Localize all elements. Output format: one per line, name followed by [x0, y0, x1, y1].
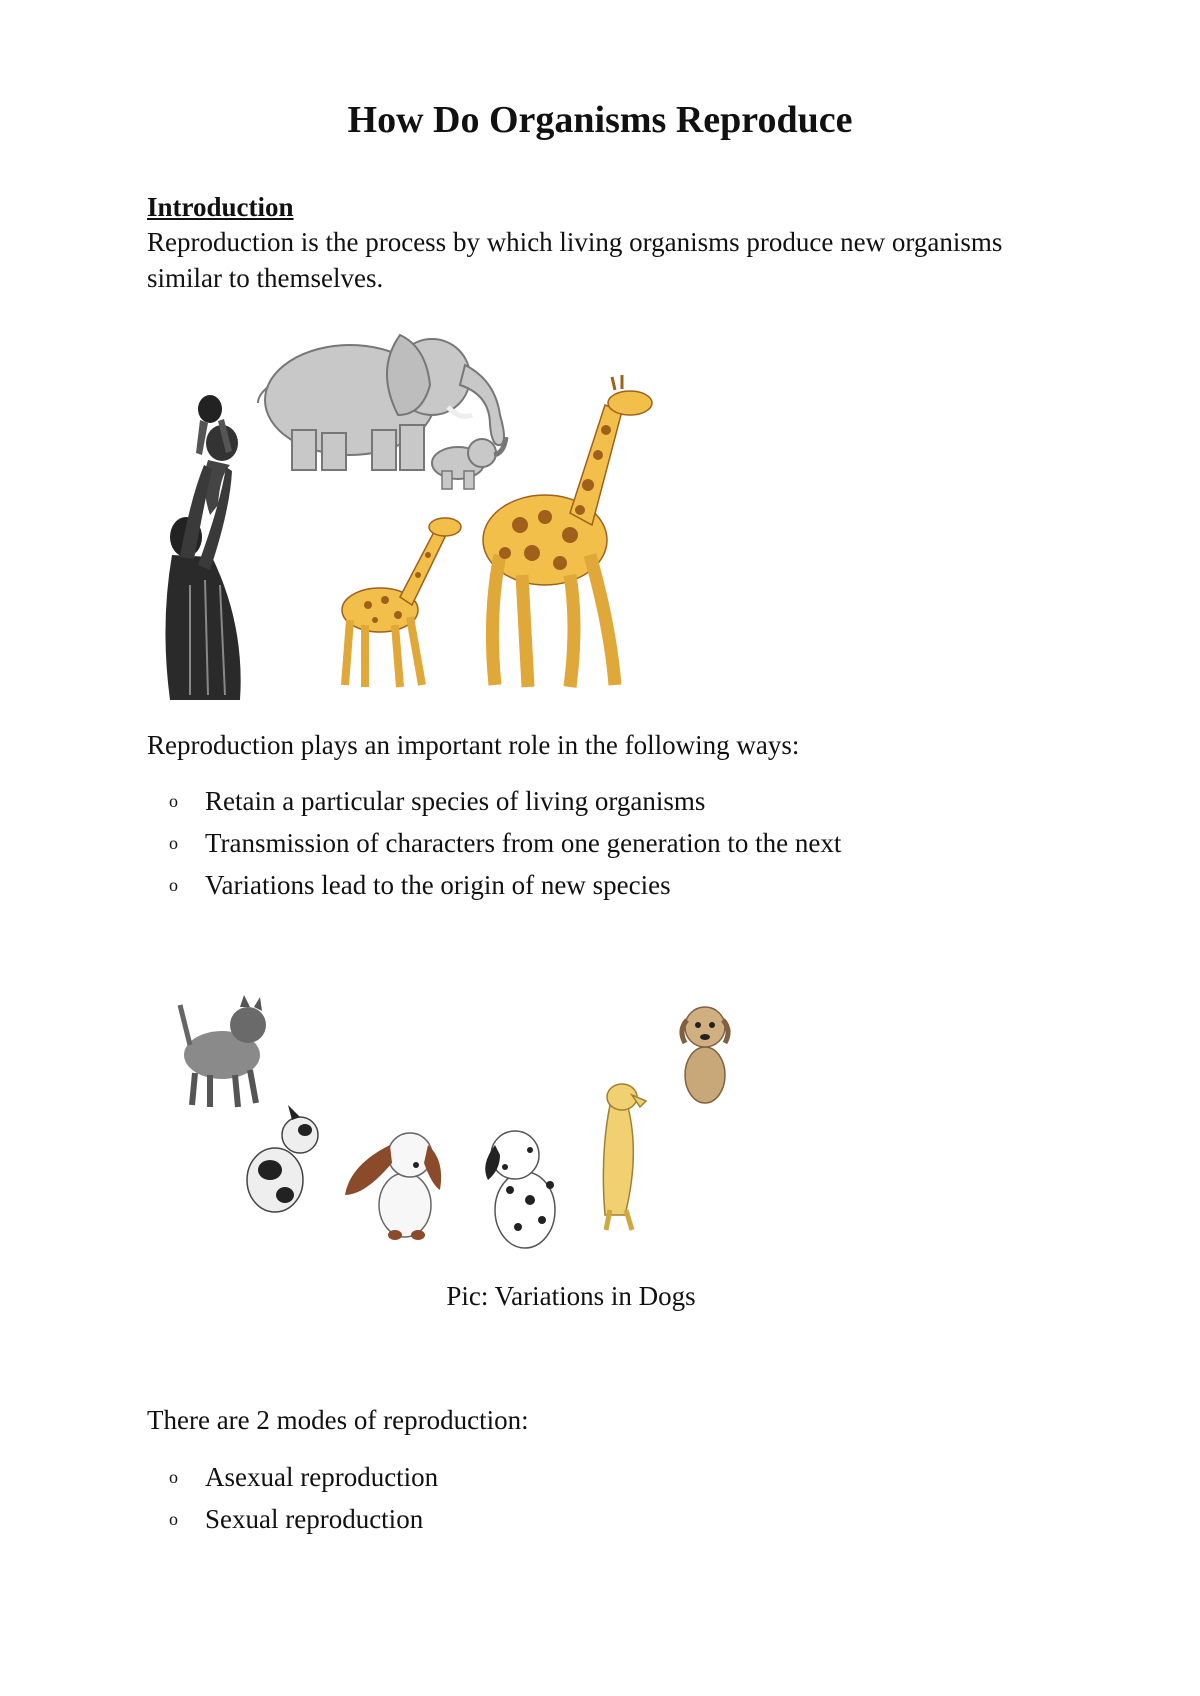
basset-puppy-icon: [345, 1133, 441, 1240]
figure-caption: Pic: Variations in Dogs: [446, 1281, 696, 1311]
cartoon-dog-icon: [682, 1007, 728, 1103]
parents-offspring-figure: [160, 325, 680, 705]
baby-elephant-icon: [432, 437, 506, 489]
dalmatian-icon: [485, 1131, 555, 1248]
bullet-icon: o: [169, 833, 178, 853]
mother-baby-icon: [165, 395, 240, 700]
intro-paragraph: Reproduction is the process by which living organisms produce new organisms similar to themselves.: [147, 227, 1003, 293]
section-heading-introduction: Introduction: [147, 192, 294, 222]
bullet-icon: o: [169, 1467, 178, 1487]
bullet-icon: o: [169, 875, 178, 895]
bullet-icon: o: [169, 791, 178, 811]
bullet-icon: o: [169, 1509, 178, 1529]
roles-intro-text: Reproduction plays an important role in the following ways:: [147, 730, 800, 760]
roles-list: [147, 780, 841, 906]
list-item: o Sexual reproduction: [147, 1498, 438, 1540]
list-item: o Variations lead to the origin of new species: [147, 864, 841, 906]
list-item: o Transmission of characters from one generation to the next: [147, 822, 841, 864]
terrier-icon: [180, 995, 266, 1107]
list-item: o Retain a particular species of living organisms: [147, 780, 841, 822]
modes-intro-text: There are 2 modes of reproduction:: [147, 1405, 529, 1435]
spotted-cat-dog-icon: [247, 1105, 318, 1212]
page-title: How Do Organisms Reproduce: [347, 99, 853, 141]
list-item: o Asexual reproduction: [147, 1456, 438, 1498]
giraffe-icon: [483, 375, 652, 687]
modes-list: [147, 1456, 438, 1540]
labrador-icon: [603, 1084, 646, 1230]
giraffe-calf-icon: [342, 518, 461, 687]
dog-variations-figure: [170, 995, 740, 1260]
